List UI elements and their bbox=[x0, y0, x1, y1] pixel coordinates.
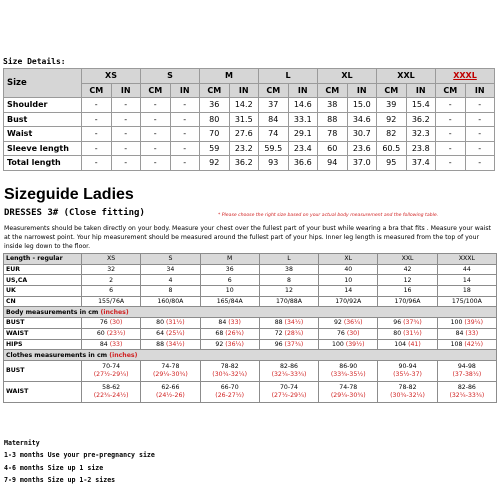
cm-value: 96 bbox=[274, 340, 283, 348]
unit-in: IN bbox=[347, 83, 377, 98]
cm-value: 76 bbox=[336, 330, 345, 338]
body-measure-cell bbox=[141, 328, 200, 339]
measurement-cell: 36 bbox=[200, 98, 230, 113]
clothes-measure-cell bbox=[319, 360, 378, 381]
unit-cm: CM bbox=[377, 83, 407, 98]
unit-in: IN bbox=[229, 83, 259, 98]
measurement-cell: 93 bbox=[259, 156, 289, 171]
region-value: 16 bbox=[378, 286, 437, 297]
inch-range: (30¾-32¼) bbox=[390, 391, 425, 399]
inch-value: (39¼) bbox=[464, 319, 484, 327]
size-row bbox=[4, 127, 495, 142]
region-row bbox=[4, 275, 497, 286]
body-measure-cell bbox=[437, 328, 496, 339]
dresses-subtitle: DRESSES 3# (Close fitting) bbox=[4, 208, 145, 218]
cm-range: 86-90 bbox=[339, 362, 358, 370]
unit-cm: CM bbox=[141, 83, 171, 98]
measurement-cell: 30.7 bbox=[347, 127, 377, 142]
region-value: 38 bbox=[259, 264, 318, 275]
measurement-cell: 37.4 bbox=[406, 156, 436, 171]
region-label: US,CA bbox=[4, 275, 82, 286]
measurement-cell: 23.6 bbox=[347, 141, 377, 156]
measurement-label: Total length bbox=[4, 156, 82, 171]
ladies-size-header: XS bbox=[82, 254, 141, 265]
measurement-cell: - bbox=[82, 98, 112, 113]
measurement-cell: 60.5 bbox=[377, 141, 407, 156]
clothes-measure-cell bbox=[141, 360, 200, 381]
inch-value: (41) bbox=[408, 340, 421, 348]
measurement-cell: 36.2 bbox=[229, 156, 259, 171]
cm-value: 100 bbox=[332, 340, 344, 348]
measurement-cell: - bbox=[141, 141, 171, 156]
size-col-header: S bbox=[141, 69, 200, 84]
clothes-measure-cell bbox=[259, 360, 318, 381]
inch-range: (32¼-33¾) bbox=[449, 391, 485, 399]
measurement-cell: 32.3 bbox=[406, 127, 436, 142]
body-measure-cell bbox=[378, 318, 437, 329]
cm-value: 100 bbox=[450, 319, 463, 327]
clothes-measure-cell bbox=[82, 381, 141, 402]
body-measure-cell bbox=[200, 328, 259, 339]
inch-value: (28¼) bbox=[284, 330, 304, 338]
inch-value: (30) bbox=[346, 330, 360, 338]
body-measure-cell bbox=[141, 339, 200, 350]
body-measure-cell bbox=[319, 339, 378, 350]
clothes-measure-cell bbox=[141, 381, 200, 402]
inch-range: (22¾-24½) bbox=[93, 391, 129, 399]
cm-value: 92 bbox=[333, 319, 342, 327]
body-measure-row bbox=[4, 339, 497, 350]
body-measure-cell bbox=[82, 318, 141, 329]
measurement-cell: 82 bbox=[377, 127, 407, 142]
cm-range: 78-82 bbox=[220, 362, 239, 370]
inches-label: (inches) bbox=[100, 308, 129, 316]
measurement-cell: 15.4 bbox=[406, 98, 436, 113]
cm-value: 96 bbox=[393, 319, 402, 327]
measurement-cell: - bbox=[82, 127, 112, 142]
cm-value: 64 bbox=[156, 330, 165, 338]
measurement-cell: 59 bbox=[200, 141, 230, 156]
cm-range: 74-78 bbox=[339, 383, 358, 391]
region-label: CN bbox=[4, 296, 82, 307]
region-value: 6 bbox=[82, 286, 141, 297]
cm-value: 88 bbox=[274, 319, 283, 327]
inches-label: (inches) bbox=[109, 351, 138, 359]
measurement-cell: - bbox=[465, 127, 495, 142]
ladies-size-header: L bbox=[259, 254, 318, 265]
measurement-cell: - bbox=[436, 112, 466, 127]
region-value: 160/80A bbox=[141, 296, 200, 307]
region-value: 170/96A bbox=[378, 296, 437, 307]
size-col-header: L bbox=[259, 69, 318, 84]
measurement-cell: - bbox=[111, 98, 141, 113]
inch-range: (24½-26) bbox=[156, 391, 185, 399]
cm-value: 72 bbox=[274, 330, 283, 338]
size-col-header: XL bbox=[318, 69, 377, 84]
clothes-measure-cell bbox=[378, 381, 437, 402]
clothes-measure-cell bbox=[437, 381, 496, 402]
unit-in: IN bbox=[111, 83, 141, 98]
inch-value: (25¼) bbox=[165, 330, 185, 338]
clothes-measure-cell bbox=[259, 381, 318, 402]
clothes-measurements-header-label: Clothes measurements in cm bbox=[6, 351, 110, 359]
measurement-cell: 37 bbox=[259, 98, 289, 113]
measurement-cell: - bbox=[465, 141, 495, 156]
clothes-measure-cell bbox=[437, 360, 496, 381]
inch-range: (29¼-30¾) bbox=[153, 370, 188, 378]
measurement-cell: - bbox=[436, 127, 466, 142]
inch-value: (23½) bbox=[106, 330, 126, 338]
measurement-cell: - bbox=[111, 127, 141, 142]
size-details-table bbox=[3, 68, 495, 171]
inch-value: (42½) bbox=[464, 340, 484, 348]
inch-range: (37-38½) bbox=[452, 370, 482, 378]
maternity-title: Maternity bbox=[4, 439, 40, 447]
cm-range: 78-82 bbox=[398, 383, 417, 391]
maternity-line: 7-9 months Size up 1-2 sizes bbox=[4, 475, 116, 484]
body-measurements-header-label: Body measurements in cm bbox=[6, 308, 101, 316]
region-value: 170/92A bbox=[319, 296, 378, 307]
body-measure-cell bbox=[82, 328, 141, 339]
body-measure-cell bbox=[378, 339, 437, 350]
unit-in: IN bbox=[406, 83, 436, 98]
region-value: 165/84A bbox=[200, 296, 259, 307]
body-measure-cell bbox=[259, 328, 318, 339]
size-row bbox=[4, 156, 495, 171]
measurement-cell: 37.0 bbox=[347, 156, 377, 171]
clothes-measure-cell bbox=[200, 381, 259, 402]
ladies-size-header: M bbox=[200, 254, 259, 265]
cm-value: 80 bbox=[156, 319, 165, 327]
size-header-row bbox=[4, 69, 495, 84]
region-value: 10 bbox=[200, 286, 259, 297]
clothes-measure-label: WAIST bbox=[4, 381, 82, 402]
clothes-measure-row bbox=[4, 360, 497, 381]
measurement-cell: 33.1 bbox=[288, 112, 318, 127]
cm-value: 108 bbox=[450, 340, 463, 348]
inch-value: (36¼) bbox=[343, 319, 363, 327]
region-value: 12 bbox=[259, 286, 318, 297]
measurement-cell: 36.6 bbox=[288, 156, 318, 171]
measurement-cell: - bbox=[436, 98, 466, 113]
cm-value: 76 bbox=[99, 319, 108, 327]
body-measurements-header bbox=[4, 307, 497, 318]
clothes-measure-label: BUST bbox=[4, 360, 82, 381]
size-col-header bbox=[436, 69, 495, 84]
measurement-cell: - bbox=[111, 141, 141, 156]
body-measure-row bbox=[4, 328, 497, 339]
measurement-label: Bust bbox=[4, 112, 82, 127]
measurement-cell: - bbox=[170, 127, 200, 142]
region-value: 34 bbox=[141, 264, 200, 275]
measurement-cell: 94 bbox=[318, 156, 348, 171]
body-measure-label: HIPS bbox=[4, 339, 82, 350]
region-row bbox=[4, 296, 497, 307]
region-value: 6 bbox=[200, 275, 259, 286]
region-value: 8 bbox=[259, 275, 318, 286]
measurement-cell: - bbox=[141, 98, 171, 113]
size-col-header: XS bbox=[82, 69, 141, 84]
size-row bbox=[4, 98, 495, 113]
cm-value: 68 bbox=[215, 330, 224, 338]
region-value: 4 bbox=[141, 275, 200, 286]
measurement-cell: 34.6 bbox=[347, 112, 377, 127]
unit-in: IN bbox=[170, 83, 200, 98]
measurement-cell: - bbox=[170, 112, 200, 127]
cm-value: 80 bbox=[393, 330, 402, 338]
size-note: * Please choose the right size based on your actual body measurement and the following table. bbox=[218, 213, 439, 218]
region-value: 170/88A bbox=[259, 296, 318, 307]
clothes-measure-cell bbox=[82, 360, 141, 381]
measurement-cell: - bbox=[170, 98, 200, 113]
inch-value: (34½) bbox=[284, 319, 304, 327]
cm-range: 58-62 bbox=[102, 383, 121, 391]
cm-range: 94-98 bbox=[457, 362, 476, 370]
measurement-cell: 29.1 bbox=[288, 127, 318, 142]
measurement-cell: 23.2 bbox=[229, 141, 259, 156]
region-value: 44 bbox=[437, 264, 496, 275]
measurement-cell: - bbox=[465, 112, 495, 127]
measurement-cell: - bbox=[82, 156, 112, 171]
body-measure-cell bbox=[378, 328, 437, 339]
measurement-cell: 31.5 bbox=[229, 112, 259, 127]
region-value: 42 bbox=[378, 264, 437, 275]
size-corner-label: Size bbox=[4, 69, 82, 98]
ladies-size-table bbox=[3, 253, 497, 403]
region-row bbox=[4, 286, 497, 297]
body-measure-cell bbox=[259, 339, 318, 350]
body-measure-cell bbox=[319, 328, 378, 339]
measurement-cell: 88 bbox=[318, 112, 348, 127]
measurement-cell: - bbox=[170, 141, 200, 156]
ladies-size-header: S bbox=[141, 254, 200, 265]
region-label: UK bbox=[4, 286, 82, 297]
ladies-size-header: XL bbox=[319, 254, 378, 265]
maternity-line: 4-6 months Size up 1 size bbox=[4, 463, 104, 472]
measurement-cell: - bbox=[141, 156, 171, 171]
measurement-cell: - bbox=[436, 141, 466, 156]
unit-cm: CM bbox=[82, 83, 112, 98]
body-measure-row bbox=[4, 318, 497, 329]
region-value: 8 bbox=[141, 286, 200, 297]
measurement-cell: - bbox=[465, 156, 495, 171]
measurement-cell: 92 bbox=[377, 112, 407, 127]
inch-value: (39½) bbox=[345, 340, 365, 348]
measurement-cell: - bbox=[82, 141, 112, 156]
inch-value: (31½) bbox=[403, 330, 422, 338]
measurement-cell: - bbox=[111, 112, 141, 127]
inch-range: (27½-29¼) bbox=[271, 391, 307, 399]
measurement-label: Shoulder bbox=[4, 98, 82, 113]
cm-value: 104 bbox=[394, 340, 407, 348]
measurement-label: Sleeve length bbox=[4, 141, 82, 156]
cm-range: 74-78 bbox=[161, 362, 180, 370]
region-value: 18 bbox=[437, 286, 496, 297]
measurement-cell: - bbox=[436, 156, 466, 171]
size-xxxl-label: XXXL bbox=[453, 71, 477, 81]
body-measure-cell bbox=[437, 339, 496, 350]
inch-value: (34½) bbox=[165, 340, 185, 348]
cm-value: 88 bbox=[156, 340, 165, 348]
measurement-cell: 36.2 bbox=[406, 112, 436, 127]
size-details-label: Size Details: bbox=[3, 57, 66, 66]
measurement-cell: 23.8 bbox=[406, 141, 436, 156]
measurement-cell: 84 bbox=[259, 112, 289, 127]
measurement-cell: - bbox=[170, 156, 200, 171]
cm-value: 84 bbox=[455, 330, 464, 338]
cm-range: 62-66 bbox=[161, 383, 180, 391]
body-measure-cell bbox=[437, 318, 496, 329]
maternity-section bbox=[4, 437, 155, 486]
size-col-header: XXL bbox=[377, 69, 436, 84]
inch-range: (33¾-35½) bbox=[330, 370, 366, 378]
inch-value: (30) bbox=[109, 319, 123, 327]
measurement-cell: 14.2 bbox=[229, 98, 259, 113]
ladies-size-header: XXL bbox=[378, 254, 437, 265]
ladies-header-row bbox=[4, 254, 497, 265]
inch-value: (31½) bbox=[165, 319, 185, 327]
measurement-cell: - bbox=[141, 127, 171, 142]
ladies-size-header: XXXL bbox=[437, 254, 496, 265]
clothes-measurements-header-cell bbox=[4, 350, 497, 361]
size-row bbox=[4, 112, 495, 127]
measurement-cell: 27.6 bbox=[229, 127, 259, 142]
measurement-cell: 60 bbox=[318, 141, 348, 156]
measurement-cell: - bbox=[141, 112, 171, 127]
inch-value: (37¾) bbox=[403, 319, 422, 327]
cm-value: 84 bbox=[218, 319, 227, 327]
measurement-cell: 39 bbox=[377, 98, 407, 113]
region-value: 2 bbox=[82, 275, 141, 286]
body-measure-cell bbox=[200, 318, 259, 329]
clothes-measure-row bbox=[4, 381, 497, 402]
measurement-cell: 15.0 bbox=[347, 98, 377, 113]
region-value: 12 bbox=[378, 275, 437, 286]
body-measure-cell bbox=[141, 318, 200, 329]
measurement-cell: 59.5 bbox=[259, 141, 289, 156]
cm-range: 70-74 bbox=[279, 383, 298, 391]
inch-range: (32¼-33¾) bbox=[271, 370, 307, 378]
measurement-cell: 23.4 bbox=[288, 141, 318, 156]
body-measure-label: WAIST bbox=[4, 328, 82, 339]
body-measure-cell bbox=[82, 339, 141, 350]
region-value: 155/76A bbox=[82, 296, 141, 307]
body-measure-label: BUST bbox=[4, 318, 82, 329]
unit-cm: CM bbox=[318, 83, 348, 98]
body-measure-cell bbox=[200, 339, 259, 350]
inch-range: (30¾-32¼) bbox=[212, 370, 248, 378]
measurement-cell: 38 bbox=[318, 98, 348, 113]
inch-value: (33) bbox=[465, 330, 479, 338]
inch-value: (26¾) bbox=[225, 330, 244, 338]
size-col-header: M bbox=[200, 69, 259, 84]
measurement-cell: 14.6 bbox=[288, 98, 318, 113]
inch-value: (33) bbox=[109, 340, 123, 348]
measurement-cell: - bbox=[465, 98, 495, 113]
clothes-measurements-header bbox=[4, 350, 497, 361]
region-value: 40 bbox=[319, 264, 378, 275]
measurement-instructions: Measurements should be taken directly on your body. Measure your chest over the fullest part of your bust while wearing a bra that fits . Measure your waist at the narrowest point. Your hip measurement should be measured around the fullest part of your hips. Inner leg length is measured from the top of your inside leg down to the floor. bbox=[4, 225, 491, 250]
body-measure-cell bbox=[319, 318, 378, 329]
measurement-cell: 95 bbox=[377, 156, 407, 171]
measurement-cell: 80 bbox=[200, 112, 230, 127]
unit-cm: CM bbox=[200, 83, 230, 98]
clothes-measure-cell bbox=[319, 381, 378, 402]
length-regular-label: Length - regular bbox=[4, 254, 82, 265]
cm-range: 70-74 bbox=[102, 362, 121, 370]
measurement-cell: 92 bbox=[200, 156, 230, 171]
measurement-cell: - bbox=[111, 156, 141, 171]
cm-range: 90-94 bbox=[398, 362, 417, 370]
inch-value: (33) bbox=[228, 319, 241, 327]
inch-range: (26-27½) bbox=[215, 391, 245, 399]
region-value: 175/100A bbox=[437, 296, 496, 307]
body-measure-cell bbox=[259, 318, 318, 329]
inch-value: (36¼) bbox=[225, 340, 244, 348]
measurement-label: Waist bbox=[4, 127, 82, 142]
measurement-cell: 74 bbox=[259, 127, 289, 142]
measurement-cell: - bbox=[82, 112, 112, 127]
unit-cm: CM bbox=[259, 83, 289, 98]
region-value: 14 bbox=[319, 286, 378, 297]
cm-value: 92 bbox=[215, 340, 224, 348]
region-value: 36 bbox=[200, 264, 259, 275]
cm-range: 82-86 bbox=[279, 362, 298, 370]
inch-value: (37¾) bbox=[284, 340, 304, 348]
clothes-measure-cell bbox=[200, 360, 259, 381]
unit-in: IN bbox=[288, 83, 318, 98]
size-row bbox=[4, 141, 495, 156]
cm-value: 84 bbox=[99, 340, 108, 348]
body-measurements-header-cell bbox=[4, 307, 497, 318]
unit-in: IN bbox=[465, 83, 495, 98]
region-value: 14 bbox=[437, 275, 496, 286]
measurement-cell: 70 bbox=[200, 127, 230, 142]
cm-range: 82-86 bbox=[457, 383, 476, 391]
region-row bbox=[4, 264, 497, 275]
region-value: 32 bbox=[82, 264, 141, 275]
cm-range: 66-70 bbox=[220, 383, 239, 391]
region-label: EUR bbox=[4, 264, 82, 275]
inch-range: (27½-29¼) bbox=[93, 370, 129, 378]
measurement-cell: 78 bbox=[318, 127, 348, 142]
cm-value: 60 bbox=[96, 330, 105, 338]
clothes-measure-cell bbox=[378, 360, 437, 381]
unit-cm: CM bbox=[436, 83, 466, 98]
sizeguide-title: Sizeguide Ladies bbox=[4, 186, 134, 203]
inch-range: (29¼-30¾) bbox=[330, 391, 366, 399]
maternity-line: 1-3 months Use your pre-pregnancy size bbox=[4, 451, 155, 460]
inch-range: (35½-37) bbox=[393, 370, 422, 378]
region-value: 10 bbox=[319, 275, 378, 286]
